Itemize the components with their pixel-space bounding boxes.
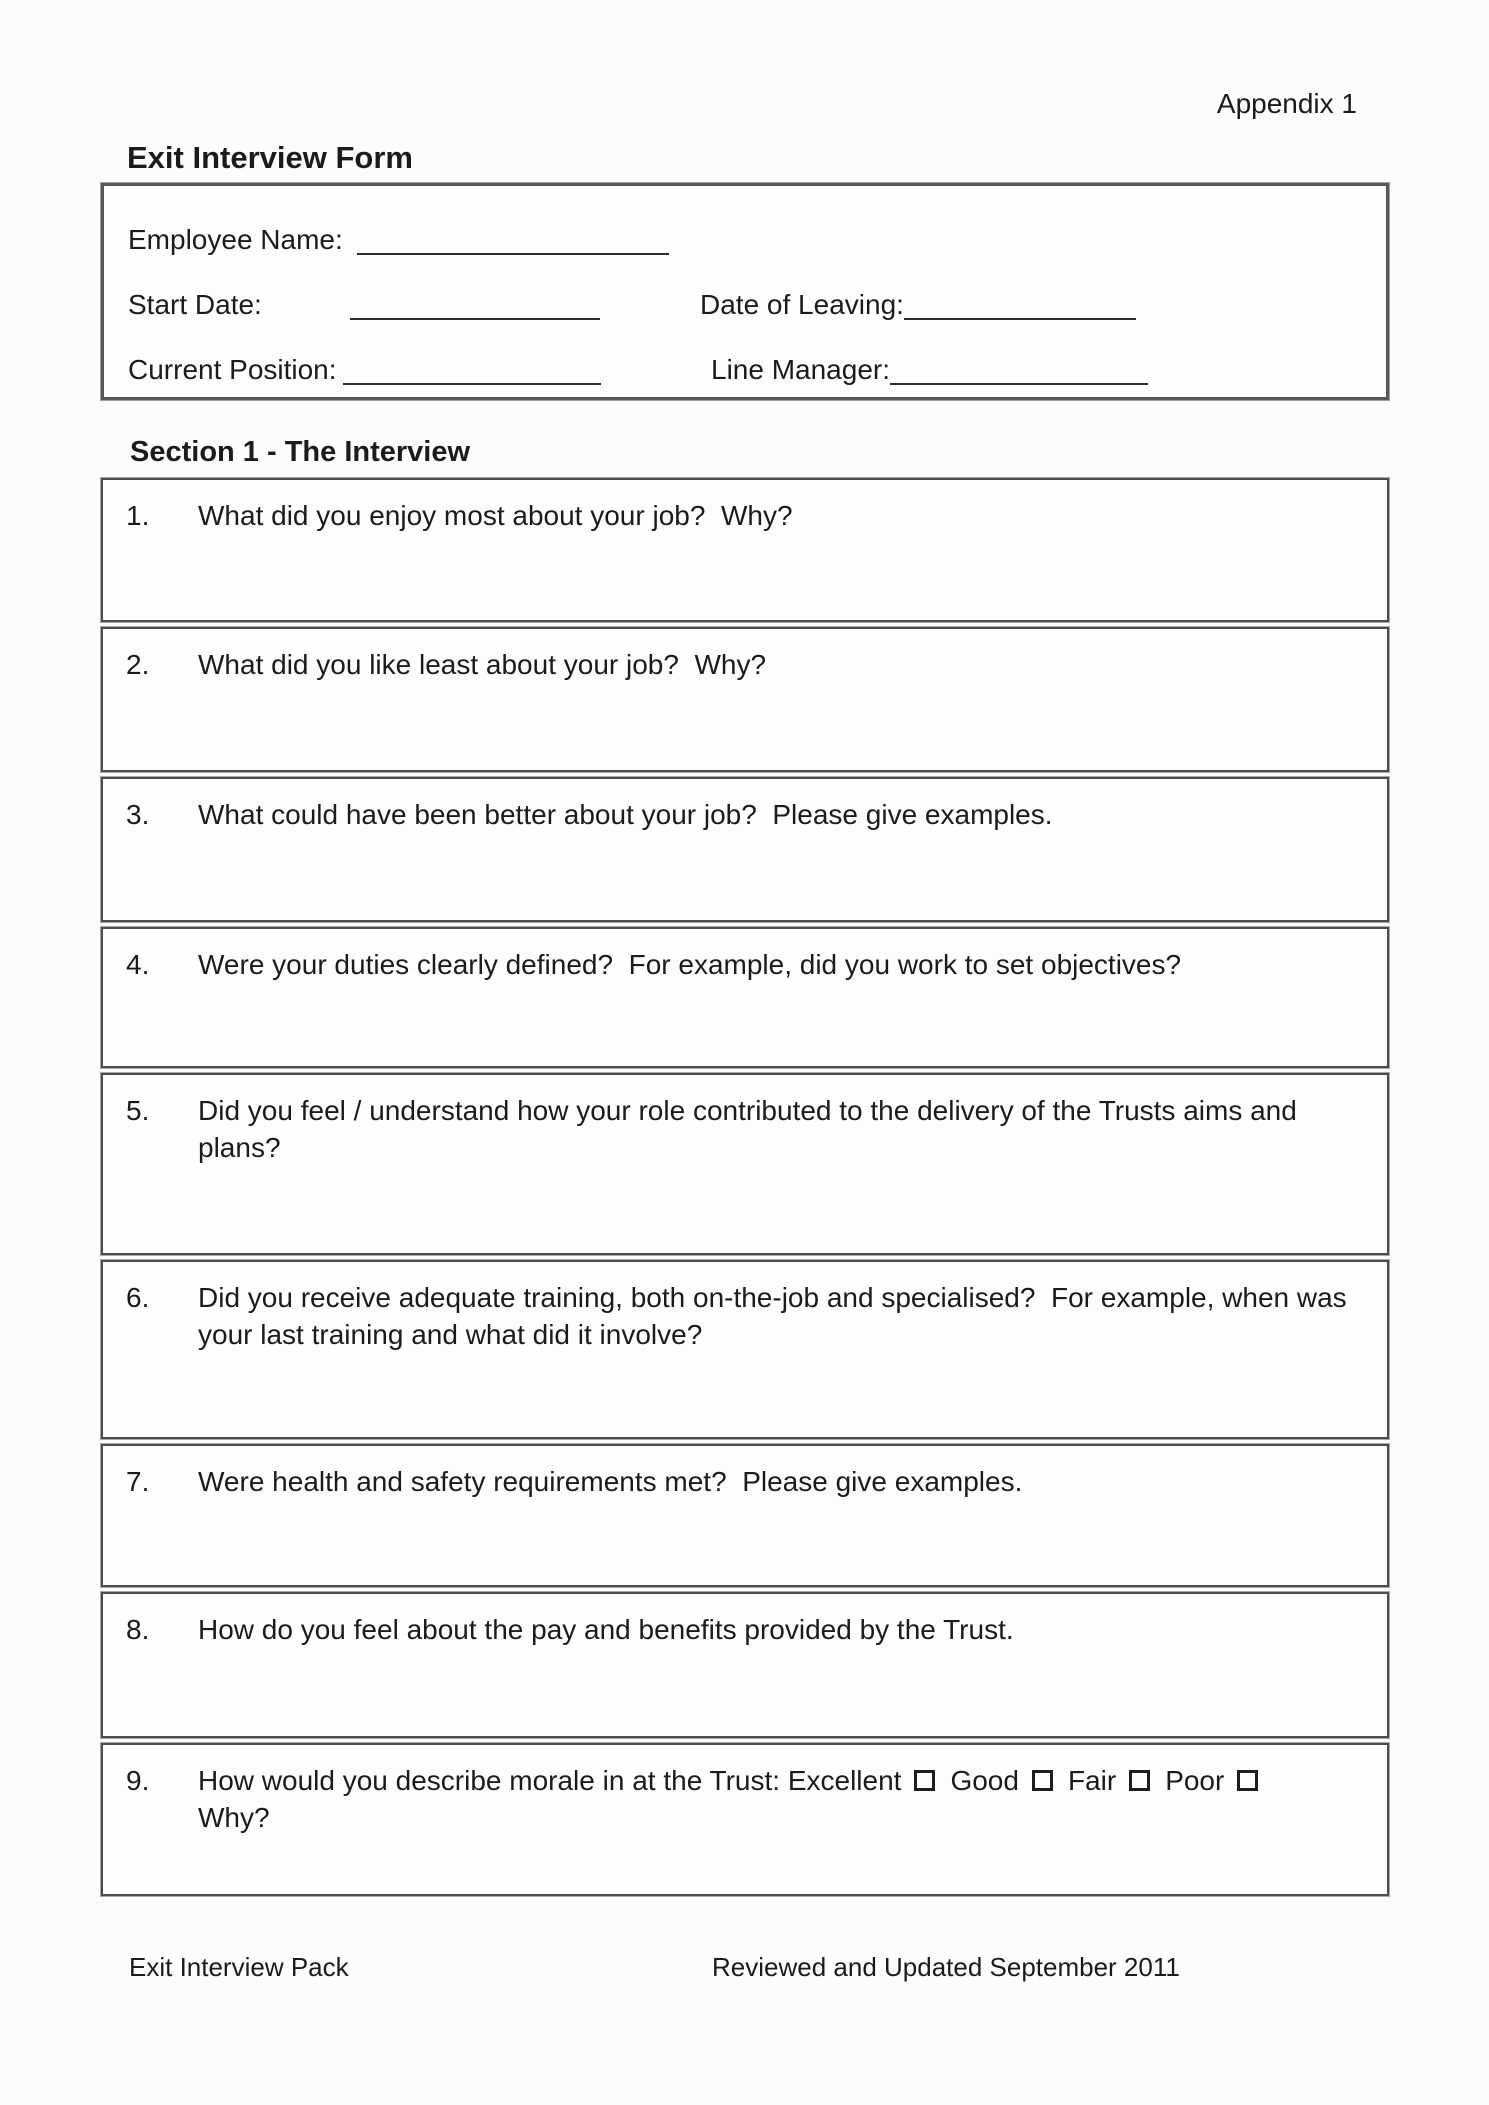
date-of-leaving-blank[interactable] (904, 290, 1136, 320)
appendix-label: Appendix 1 (1216, 88, 1357, 119)
question-body (198, 946, 1361, 983)
line-manager-group (711, 354, 1148, 386)
question-box (101, 1073, 1389, 1255)
question-number: 6. (126, 1282, 150, 1313)
question-body (198, 1279, 1361, 1353)
checkbox-icon[interactable] (1032, 1770, 1053, 1791)
option-label: Fair (1067, 1765, 1117, 1796)
question-body (198, 1762, 1361, 1836)
question-box (101, 1260, 1389, 1439)
employee-name-row (128, 224, 1386, 289)
question-number: 3. (126, 799, 150, 830)
question-box (101, 627, 1389, 772)
question-number: 7. (126, 1466, 150, 1497)
option-label: Poor (1165, 1765, 1225, 1796)
checkbox-icon[interactable] (1129, 1770, 1150, 1791)
question-text: What could have been better about your job? Please give examples. (198, 799, 1053, 830)
question-box (101, 1743, 1389, 1896)
current-position-label: Current Position: (128, 354, 337, 385)
questions (101, 478, 1389, 1901)
section-1-heading: Section 1 - The Interview (130, 436, 471, 468)
question-text: How do you feel about the pay and benefits provided by the Trust. (198, 1614, 1014, 1645)
question-number: 8. (126, 1614, 150, 1645)
question-text: What did you like least about your job? Why? (198, 649, 767, 680)
page-title: Exit Interview Form (127, 140, 413, 175)
question-number: 9. (126, 1765, 150, 1796)
question-body (198, 1611, 1361, 1648)
question-box (101, 927, 1389, 1068)
start-date-blank[interactable] (350, 290, 600, 320)
question-text: What did you enjoy most about your job? Why? (198, 500, 793, 531)
question-text: Did you feel / understand how your role contributed to the delivery of the Trusts aims and plans? (198, 1095, 1305, 1163)
question-box (101, 478, 1389, 622)
question-options (901, 1765, 1258, 1796)
footer-right-text: Reviewed and Updated September 2011 (712, 1952, 1180, 1982)
option-label: Good (950, 1765, 1019, 1796)
question-box (101, 777, 1389, 922)
question-number: 5. (126, 1095, 150, 1126)
question-text: How would you describe morale in at the Trust: Excellent (198, 1765, 902, 1796)
question-text: Were your duties clearly defined? For example, did you work to set objectives? (198, 949, 1182, 980)
date-of-leaving-group (700, 289, 1136, 321)
date-of-leaving-label: Date of Leaving: (700, 289, 904, 320)
checkbox-icon[interactable] (914, 1770, 935, 1791)
question-text: Were health and safety requirements met? Please give examples. (198, 1466, 1023, 1497)
question-body (198, 796, 1361, 833)
question-text: Did you receive adequate training, both on-the-job and specialised? For example, when was your last training and what did it involve? (198, 1282, 1355, 1350)
question-number: 1. (126, 500, 150, 531)
line-manager-label: Line Manager: (711, 354, 891, 385)
question-body (198, 1463, 1361, 1500)
position-row (128, 354, 1386, 419)
line-manager-blank[interactable] (890, 355, 1148, 385)
question-body (198, 497, 1361, 534)
dates-row (128, 289, 1386, 354)
question-box (101, 1592, 1389, 1738)
employee-name-blank[interactable] (357, 225, 669, 255)
question-text-line2: Why? (198, 1802, 270, 1833)
question-number: 2. (126, 649, 150, 680)
employee-info-box (101, 183, 1389, 400)
start-date-label: Start Date: (128, 289, 262, 320)
question-box (101, 1444, 1389, 1587)
question-body (198, 646, 1361, 683)
question-body (198, 1092, 1361, 1166)
checkbox-icon[interactable] (1237, 1770, 1258, 1791)
footer-left-text: Exit Interview Pack (129, 1952, 349, 1982)
question-number: 4. (126, 949, 150, 980)
employee-name-label: Employee Name: (128, 224, 343, 255)
current-position-blank[interactable] (343, 355, 601, 385)
